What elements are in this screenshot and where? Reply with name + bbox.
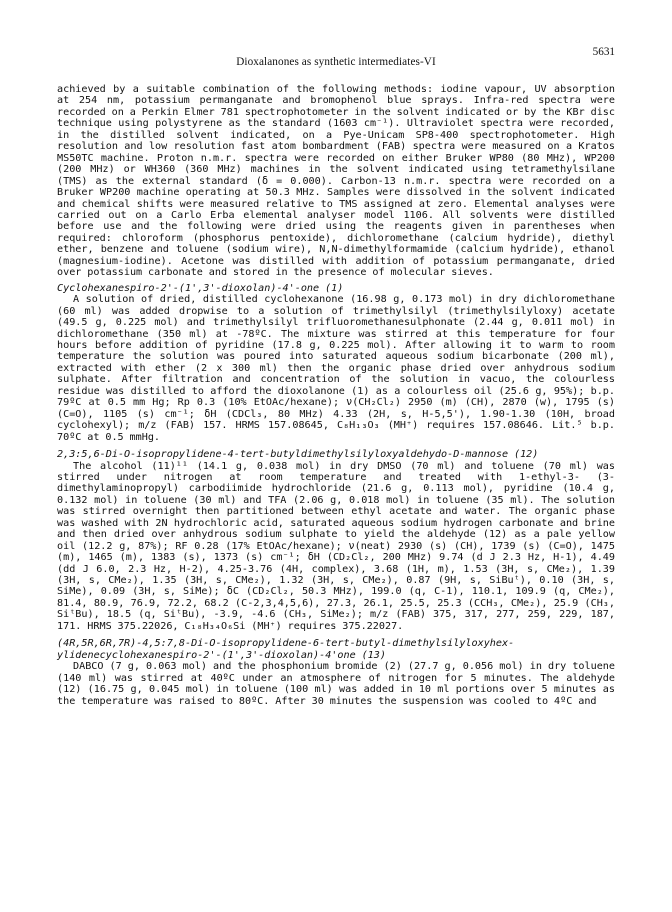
compound-1-heading: Cyclohexanespiro-2'-(1',3'-dioxolan)-4'-one (1): [57, 282, 344, 294]
article-body: [57, 84, 615, 707]
compound-12-heading: 2,3:5,6-Di-O-isopropylidene-4-tert-butyldimethylsilyloxyaldehydo-D-mannose (12): [57, 449, 539, 461]
compound-13-heading: (4R,5R,6R,7R)-4,5:7,8-Di-O-isopropylidene-6-tert-butyl-dimethylsilyloxyhex-ylidenecyclohexanespiro-2'-(1',3'-dioxolan)-4'one (13): [57, 638, 515, 661]
running-head: [57, 46, 615, 76]
experimental-methods-paragraph: achieved by a suitable combination of the following methods: iodine vapour, UV absorption at 254 nm, potassium permanganate and bromophenol blue sprays. Infra-red spectra were recorded on a Perkin Elmer 781 spectrophotometer in the solvent indicated or by the KBr disc technique using polystyrene as the standard (1603 cm⁻¹). Ultraviolet spectra were recorded, in the distilled solvent indicated, on a Pye-Unicam SP8-400 spectrophotometer. High resolution and low resolution fast atom bombardment (FAB) spectra were measured on a Kratos MS50TC machine. Proton n.m.r. spectra were recorded on either Bruker WP80 (80 MHz), WP200 (200 MHz) or WH360 (360 MHz) machines in the solvent indicated using tetramethylsilane (TMS) as the external standard (δ = 0.000). Carbon-13 n.m.r. spectra were recorded on a Bruker WP200 machine operating at 50.3 MHz. Samples were dissolved in the solvent indicated and chemical shifts were measured relative to TMS assigned at zero. Elemental analyses were carried out on a Carlo Erba elemental analyser model 1106. All solvents were distilled before use and the following were dried using the reagents given in parentheses when required: chloroform (phosphorus pentoxide), dichloromethane (calcium hydride), diethyl ether, benzene and toluene (sodium wire), N,N-dimethylformamide (calcium hydride), ethanol (magnesium-iodine). Acetone was distilled with addition of potassium permanganate, dried over potassium carbonate and stored in the presence of molecular sieves.: [57, 84, 615, 279]
running-head-title: Dioxalanones as synthetic intermediates-VI: [236, 56, 436, 68]
page-number: 5631: [592, 46, 615, 58]
compound-13-procedure: DABCO (7 g, 0.063 mol) and the phosphonium bromide (2) (27.7 g, 0.056 mol) in dry toluene (140 ml) was stirred at 40ºC under an atmosphere of nitrogen for 5 minutes. The aldehyde (12) (16.75 g, 0.045 mol) in toluene (100 ml) was added in 10 ml portions over 5 minutes as the temperature was raised to 80ºC. After 30 minutes the suspension was cooled to 4ºC and: [57, 661, 615, 707]
compound-12-procedure: The alcohol (11)¹¹ (14.1 g, 0.038 mol) in dry DMSO (70 ml) and toluene (70 ml) was stirred under nitrogen at room temperature and treated with 1-ethyl-3- (3-dimethylaminopropyl) carbodiimide hydrochloride (21.6 g, 0.113 mol), pyridine (10.4 g, 0.132 mol) in toluene (30 ml) and TFA (2.06 g, 0.018 mol) in toluene (35 ml). The solution was stirred overnight then partitioned between ethyl acetate and water. The organic phase was washed with 2N hydrochloric acid, saturated aqueous sodium hydrogen carbonate and brine and then dried over anhydrous sodium sulphate to yield the aldehyde (12) as a pale yellow oil (12.2 g, 87%); RF 0.28 (17% EtOAc/hexane); ν(neat) 2930 (s) (CH), 1739 (s) (C=O), 1475 (m), 1465 (m), 1383 (s), 1373 (s) cm⁻¹; δH (CD₂Cl₂, 200 MHz) 9.74 (d J 2.3 Hz, H-1), 4.49 (dd J 6.0, 2.3 Hz, H-2), 4.25-3.76 (4H, complex), 3.68 (1H, m), 1.53 (3H, s, CMe₂), 1.39 (3H, s, CMe₂), 1.35 (3H, s, CMe₂), 1.32 (3H, s, CMe₂), 0.87 (9H, s, SiBuᵗ), 0.10 (3H, s, SiMe), 0.09 (3H, s, SiMe); δC (CD₂Cl₂, 50.3 MHz), 199.0 (q, C-1), 110.1, 109.9 (q, CMe₂), 81.4, 80.9, 76.9, 72.2, 68.2 (C-2,3,4,5,6), 27.3, 26.1, 25.5, 25.3 (CCH₃, CMe₂), 25.9 (CH₃, SiᵗBu), 18.5 (q, SiᵗBu), -3.9, -4.6 (CH₃, SiMe₂); m/z (FAB) 375, 317, 277, 259, 229, 187, 171. HRMS 375.22026, C₁₈H₃₄O₆Si (MH⁺) requires 375.22027.: [57, 460, 615, 632]
compound-1-procedure: A solution of dried, distilled cyclohexanone (16.98 g, 0.173 mol) in dry dichloromethane (60 ml) was added dropwise to a solution of trimethylsilyl (trimethylsilyloxy) acetate (49.5 g, 0.225 mol) and trimethylsilyl trifluoromethanesulphonate (2.44 g, 0.011 mol) in dichloromethane (350 ml) at -78ºC. The mixture was stirred at this temperature for four hours before addition of pyridine (17.8 g, 0.225 mol). After allowing it to warm to room temperature the solution was poured into saturated aqueous sodium bicarbonate (200 ml), extracted with ether (2 x 300 ml) then the organic phase dried over anhydrous sodium sulphate. After filtration and concentration of the solution in vacuo, the colourless residue was distilled to afford the dioxolanone (1) as a colourless oil (25.6 g, 95%); b.p. 79ºC at 0.5 mm Hg; Rp 0.3 (10% EtOAc/hexane); ν(CH₂Cl₂) 2950 (m) (CH), 2870 (w), 1795 (s) (C=O), 1105 (s) cm⁻¹; δH (CDCl₃, 80 MHz) 4.33 (2H, s, H-5,5'), 1.90-1.30 (10H, broad cyclohexyl); m/z (FAB) 157. HRMS 157.08645, C₈H₁₃O₃ (MH⁺) requires 157.08646. Lit.⁵ b.p. 70ºC at 0.5 mmHg.: [57, 294, 615, 443]
